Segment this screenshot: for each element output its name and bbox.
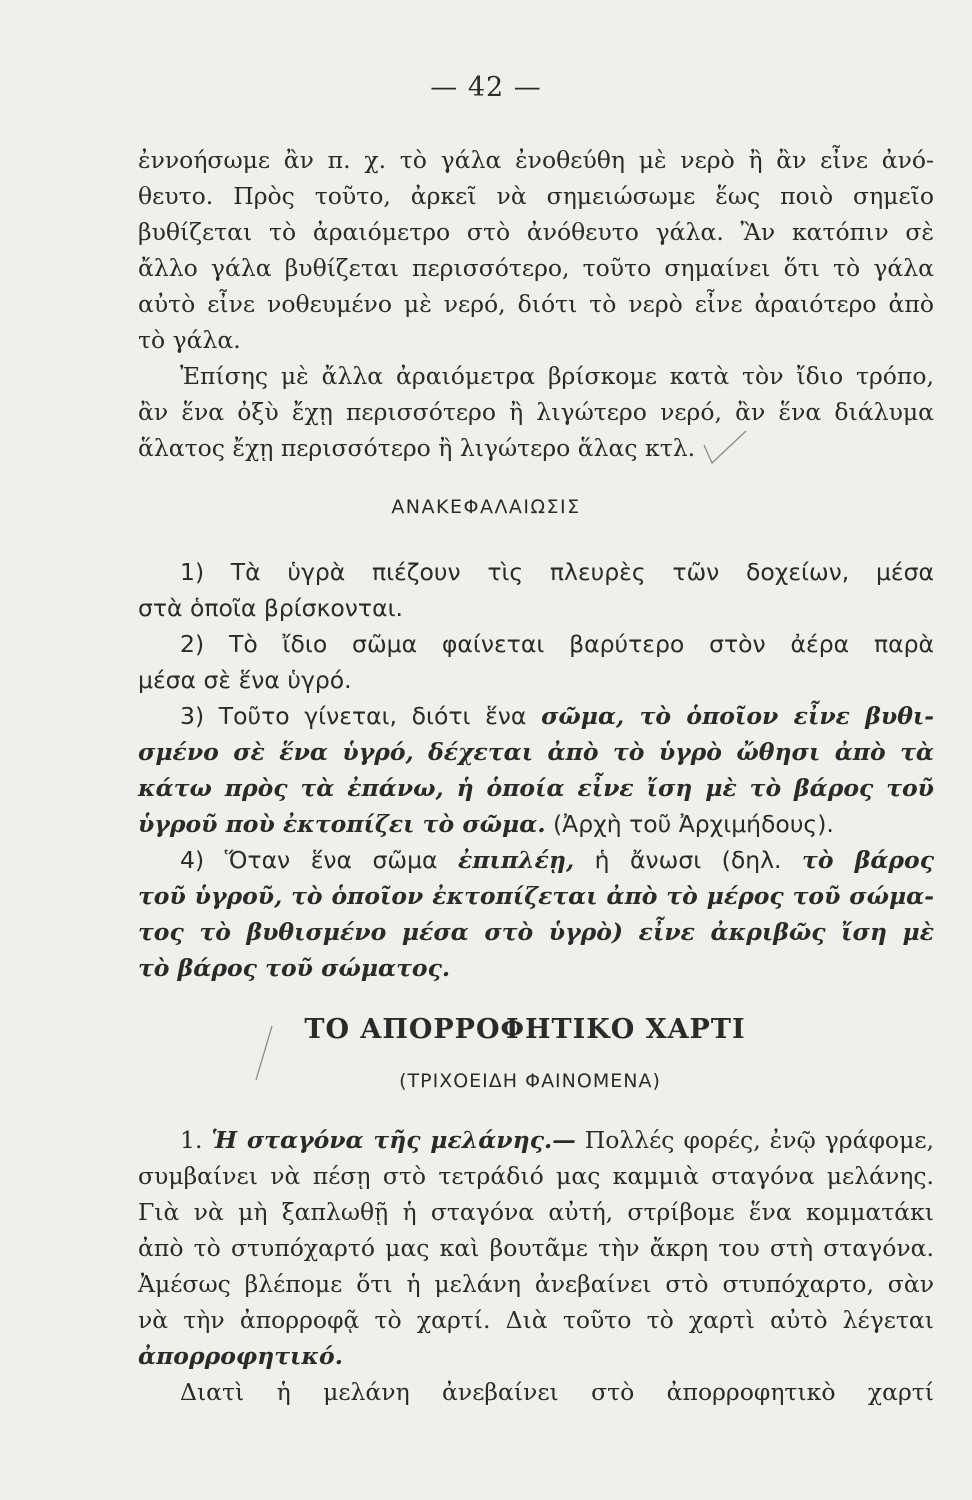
summary-item-3-line-4 bbox=[138, 809, 934, 839]
text-line: ἀπὸ τὸ στυπόχαρτό μας καὶ βουτᾶμε τὴν ἄκρη του στὴ σταγόνα. bbox=[138, 1234, 934, 1262]
text-line: Γιὰ νὰ μὴ ξαπλωθῇ ἡ σταγόνα αὐτή, στρίβομε ἕνα κομματάκι bbox=[138, 1198, 934, 1226]
summary-item-4-line-4: τὸ βάρος τοῦ σώματος. bbox=[138, 954, 451, 982]
section-para-line-1 bbox=[180, 1125, 934, 1155]
summary-item-4-line-1 bbox=[180, 845, 934, 875]
bold-text: τὸ βάρος bbox=[802, 846, 935, 874]
summary-item-3-line-1 bbox=[180, 701, 934, 731]
bold-text: σῶμα, τὸ ὁποῖον εἶνε βυθι- bbox=[541, 702, 934, 730]
bold-text: Ἡ σταγόνα τῆς μελάνης.— bbox=[211, 1126, 576, 1154]
plain-text: 3) Τοῦτο γίνεται, διότι ἕνα bbox=[180, 702, 542, 730]
text-line: ἅλατος ἔχῃ περισσότερο ἢ λιγώτερο ἅλας κτλ. bbox=[138, 434, 696, 462]
text-line: ἀπορροφητικό. bbox=[138, 1342, 343, 1370]
text-line: συμβαίνει νὰ πέσῃ στὸ τετράδιό μας καμμιὰ σταγόνα μελάνης. bbox=[138, 1162, 934, 1190]
pencil-check-mark bbox=[700, 425, 750, 470]
summary-item-2-line-1: 2) Τὸ ἴδιο σῶμα φαίνεται βαρύτερο στὸν ἀέρα παρὰ bbox=[180, 630, 934, 658]
summary-item-3-line-3: κάτω πρὸς τὰ ἐπάνω, ἡ ὁποία εἶνε ἴση μὲ τὸ βάρος τοῦ bbox=[138, 774, 934, 802]
plain-text: (Ἀρχὴ τοῦ Ἀρχιμήδους). bbox=[545, 810, 834, 838]
text-line: Ἀμέσως βλέπομε ὅτι ἡ μελάνη ἀνεβαίνει στὸ στυπόχαρτο, σὰν bbox=[138, 1270, 934, 1298]
plain-text: Πολλές φορές, ἐνῷ γράφομε, bbox=[575, 1126, 934, 1154]
text-line: θευτο. Πρὸς τοῦτο, ἀρκεῖ νὰ σημειώσωμε ἕως ποιὸ σημεῖο bbox=[138, 182, 934, 210]
summary-item-4-line-3 bbox=[138, 917, 934, 947]
text-line: τὸ γάλα. bbox=[138, 326, 241, 354]
bold-text: τος τὸ βυθισμένο μέσα στὸ ὑγρὸ) bbox=[138, 918, 624, 946]
text-line: νὰ τὴν ἀπορροφᾷ τὸ χαρτί. Διὰ τοῦτο τὸ χαρτὶ αὐτὸ λέγεται bbox=[138, 1306, 934, 1334]
text-line: Διατὶ ἡ μελάνη ἀνεβαίνει στὸ ἀπορροφητικὸ χαρτί bbox=[180, 1378, 934, 1406]
section-subtitle: (ΤΡΙΧΟΕΙΔΗ ΦΑΙΝΟΜΕΝΑ) bbox=[399, 1070, 661, 1092]
page-number: — 42 — bbox=[430, 72, 542, 103]
plain-text: 1. bbox=[180, 1126, 212, 1154]
summary-item-3-line-2: σμένο σὲ ἕνα ὑγρό, δέχεται ἀπὸ τὸ ὑγρὸ ὤθησι ἀπὸ τὰ bbox=[138, 738, 934, 766]
text-line: ἐννοήσωμε ἂν π. χ. τὸ γάλα ἐνοθεύθη μὲ νερὸ ἢ ἂν εἶνε ἀνό- bbox=[138, 146, 934, 174]
bold-text: ἐπιπλέῃ, bbox=[458, 846, 575, 874]
text-line: βυθίζεται τὸ ἀραιόμετρο στὸ ἀνόθευτο γάλα. Ἂν κατόπιν σὲ bbox=[138, 218, 934, 246]
summary-item-1-line-1: 1) Τὰ ὑγρὰ πιέζουν τὶς πλευρὲς τῶν δοχείων, μέσα bbox=[180, 558, 934, 586]
summary-item-1-line-2: στὰ ὁποῖα βρίσκονται. bbox=[138, 594, 403, 622]
summary-heading: ΑΝΑΚΕΦΑΛΑΙΩΣΙΣ bbox=[391, 496, 581, 518]
text-line: ἄλλο γάλα βυθίζεται περισσότερο, τοῦτο σημαίνει ὅτι τὸ γάλα bbox=[138, 254, 934, 282]
text-line: αὐτὸ εἶνε νοθευμένο μὲ νερό, διότι τὸ νερὸ εἶνε ἀραιότερο ἀπὸ bbox=[138, 290, 934, 318]
plain-text: 4) Ὅταν ἕνα σῶμα bbox=[180, 846, 459, 874]
plain-text: ἡ ἄνωσι (δηλ. bbox=[574, 846, 803, 874]
bold-text: ὑγροῦ ποὺ ἐκτοπίζει τὸ σῶμα. bbox=[138, 810, 546, 838]
summary-item-2-line-2: μέσα σὲ ἕνα ὑγρό. bbox=[138, 666, 352, 694]
section-title: ΤΟ ΑΠΟΡΡΟΦΗΤΙΚΟ ΧΑΡΤΙ bbox=[304, 1014, 746, 1045]
summary-item-4-line-2: τοῦ ὑγροῦ, τὸ ὁποῖον ἐκτοπίζεται ἀπὸ τὸ μέρος τοῦ σώμα- bbox=[138, 882, 934, 910]
text-line: Ἐπίσης μὲ ἄλλα ἀραιόμετρα βρίσκομε κατὰ τὸν ἴδιο τρόπο, bbox=[180, 362, 934, 390]
bold-text: εἶνε ἀκριβῶς ἴση μὲ bbox=[623, 918, 935, 946]
text-line: ἂν ἕνα ὀξὺ ἔχῃ περισσότερο ἢ λιγώτερο νερό, ἂν ἕνα διάλυμα bbox=[138, 398, 934, 426]
